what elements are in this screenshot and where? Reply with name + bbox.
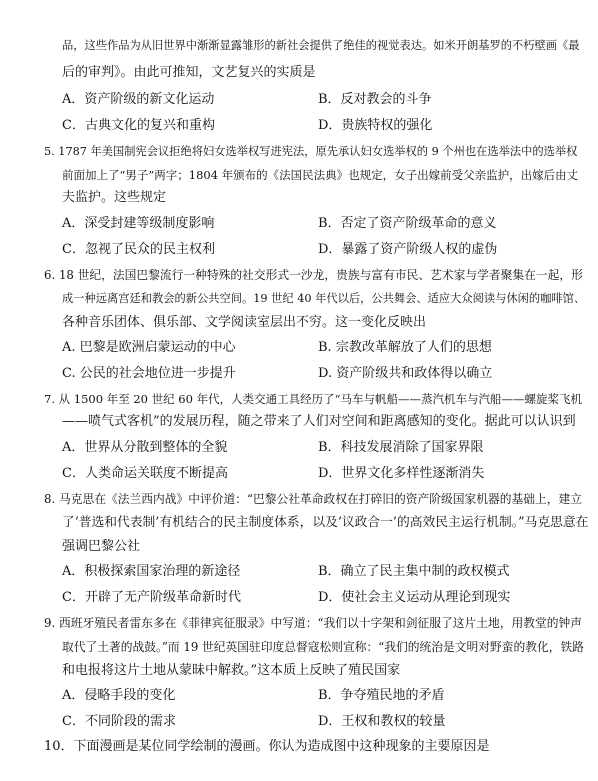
- question-8-option-b[interactable]: B．确立了民主集中制的政权模式: [318, 564, 510, 579]
- question-5-option-b[interactable]: B．否定了资产阶级革命的意义: [318, 216, 497, 231]
- question-8-stem: 强调巴黎公社: [62, 539, 141, 554]
- question-5-stem: 夫监护。这些规定: [62, 190, 167, 205]
- question-7-stem: 7. 从 1500 年至 20 世纪 60 年代，人类交通工具经历了“马车与帆船——蒸汽机车与汽船——螺旋桨飞机: [44, 392, 582, 406]
- question-5-option-c[interactable]: C．忽视了民众的民主权利: [62, 242, 215, 257]
- question-9-stem: 9. 西班牙殖民者雷东多在《菲律宾征服录》中写道：“我们以十字架和剑征服了这片土地，用教堂的钟声: [44, 616, 582, 630]
- question-9-option-b[interactable]: B．争夺殖民地的矛盾: [318, 688, 445, 703]
- question-4-text-line: 后的审判》。由此可推知，文艺复兴的实质是: [62, 65, 316, 80]
- question-4-option-c[interactable]: C．古典文化的复兴和重构: [62, 118, 215, 133]
- question-6-stem: 成一种远离宫廷和教会的新公共空间。19 世纪 40 年代以后，公共舞会、适应大众阅读与休闲的咖啡馆、: [62, 292, 586, 305]
- question-5-stem: 5. 1787 年美国制宪会议拒绝将妇女选举权写进宪法，原先承认妇女选举权的 9 个州也在选举法中的选举权: [44, 145, 578, 158]
- question-7-option-b[interactable]: B．科技发展消除了国家界限: [318, 440, 484, 455]
- question-7-stem: ——喷气式客机”的发展历程，随之带来了人们对空间和距离感知的变化。据此可以认识到: [62, 414, 576, 429]
- question-7-option-c[interactable]: C．人类命运关联度不断提高: [62, 466, 228, 481]
- question-9-stem: 取代了土著的战鼓。”而 19 世纪英国驻印度总督寇松则宣称：“我们的统治是文明对野蛮的教化，铁路: [62, 640, 585, 654]
- question-6-stem: 6. 18 世纪，法国巴黎流行一种特殊的社交形式一沙龙，贵族与富有市民、艺术家与学者聚集在一起，形: [44, 268, 583, 282]
- question-8-stem: 了‘普选和代表制’有机结合的民主制度体系，以及‘议政合一’的高效民主运行机制。”马克思意在: [62, 515, 589, 530]
- question-8-option-d[interactable]: D．使社会主义运动从理论到现实: [318, 590, 511, 605]
- question-4-text-line: 品，这些作品为从旧世界中渐渐显露雏形的新社会提供了绝佳的视觉表达。如米开朗基罗的不朽壁画《最: [62, 39, 580, 52]
- question-4-option-a[interactable]: A．资产阶级的新文化运动: [62, 92, 215, 107]
- question-9-option-a[interactable]: A．侵略手段的变化: [62, 688, 176, 703]
- question-4-option-b[interactable]: B．反对教会的斗争: [318, 92, 432, 107]
- question-6-option-d[interactable]: D. 资产阶级共和政体得以确立: [318, 366, 493, 381]
- question-4-option-d[interactable]: D．贵族特权的强化: [318, 118, 433, 133]
- question-7-option-a[interactable]: A．世界从分散到整体的全貌: [62, 440, 228, 455]
- question-9-option-c[interactable]: C．不同阶段的需求: [62, 714, 176, 729]
- question-9-option-d[interactable]: D．王权和教权的较量: [318, 714, 446, 729]
- question-6-option-a[interactable]: A. 巴黎是欧洲启蒙运动的中心: [62, 340, 236, 355]
- question-7-option-d[interactable]: D．世界文化多样性逐渐消失: [318, 466, 485, 481]
- question-8-option-c[interactable]: C．开辟了无产阶级革命新时代: [62, 590, 241, 605]
- question-10-stem: 10．下面漫画是某位同学绘制的漫画。你认为造成图中这种现象的主要原因是: [44, 739, 490, 754]
- question-6-stem: 各种音乐团体、俱乐部、文学阅读室层出不穷。这一变化反映出: [62, 315, 427, 330]
- question-8-option-a[interactable]: A．积极探索国家治理的新途径: [62, 564, 241, 579]
- question-5-stem: 前面加上了“男子”两字；1804 年颁布的《法国民法典》也规定，女子出嫁前受父亲监护，出嫁后由丈: [62, 168, 579, 182]
- question-8-stem: 8. 马克思在《法兰西内战》中评价道：“巴黎公社革命政权在打碎旧的资产阶级国家机器的基础上，建立: [44, 492, 582, 506]
- question-6-option-c[interactable]: C. 公民的社会地位进一步提升: [62, 366, 236, 381]
- question-9-stem: 和电报将这片土地从蒙昧中解救。”这本质上反映了殖民国家: [62, 663, 401, 678]
- question-6-option-b[interactable]: B. 宗教改革解放了人们的思想: [318, 340, 492, 355]
- question-5-option-a[interactable]: A．深受封建等级制度影响: [62, 216, 215, 231]
- question-5-option-d[interactable]: D．暴露了资产阶级人权的虚伪: [318, 242, 498, 257]
